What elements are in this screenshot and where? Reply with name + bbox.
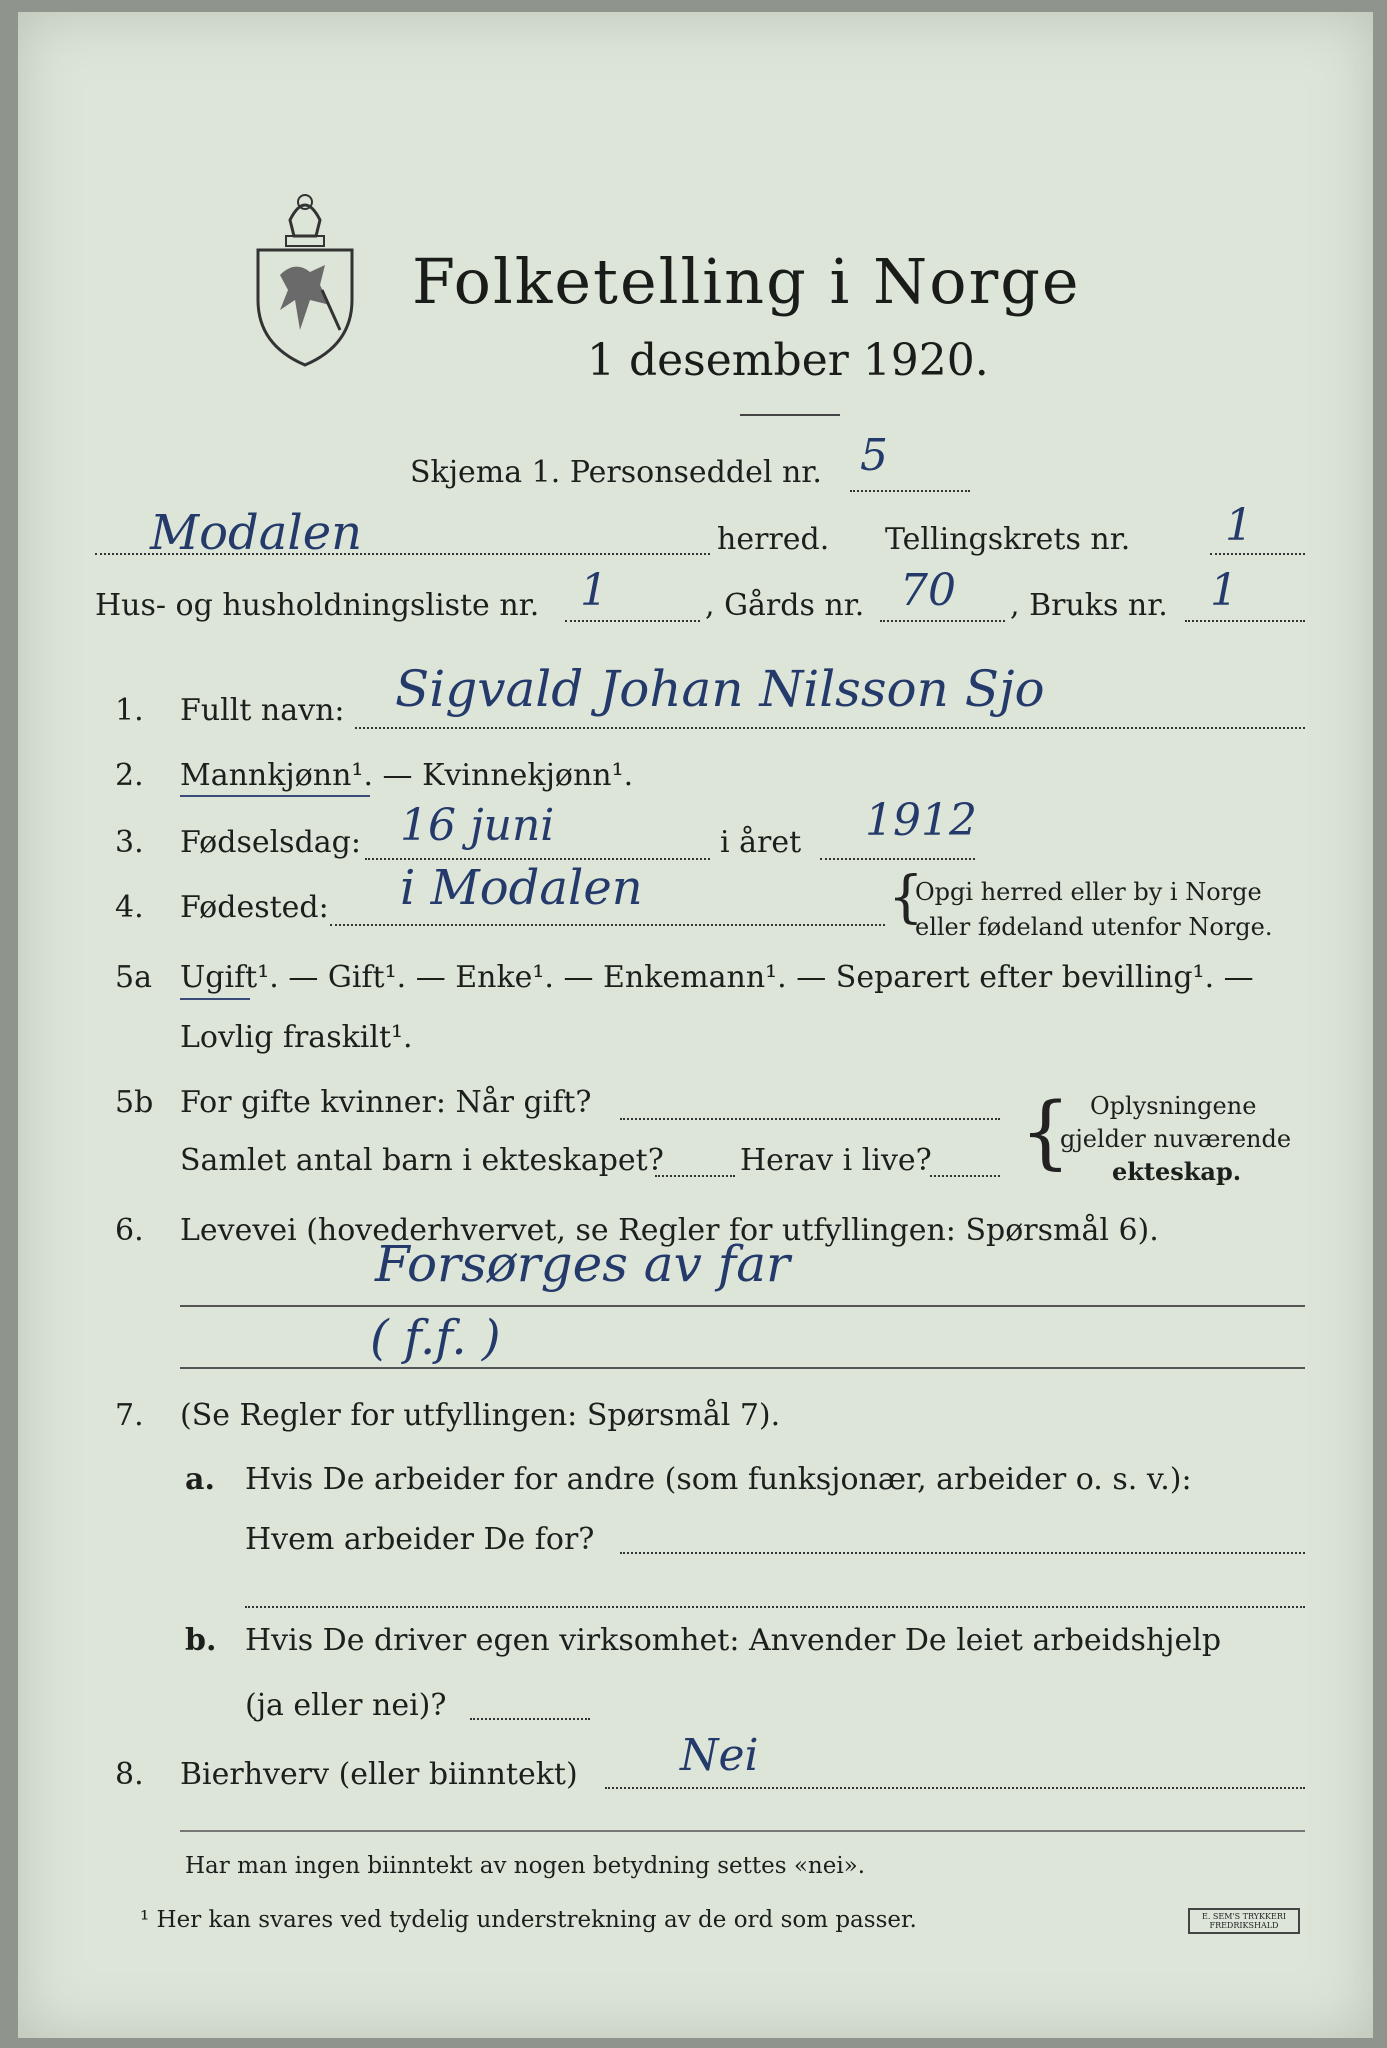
household-list-label: Hus- og husholdningsliste nr.: [95, 588, 540, 623]
q5b-children-line: [655, 1175, 735, 1177]
q5a-underline-mark: [180, 998, 250, 1000]
q3-year-value: 1912: [865, 795, 977, 846]
q1-full-name-label: Fullt navn:: [180, 693, 345, 728]
q7-label: (Se Regler for utfyllingen: Spørsmål 7).: [180, 1398, 781, 1433]
q4-line: [330, 924, 885, 926]
q1-number: 1.: [115, 693, 144, 728]
q5b-married-when-line: [620, 1118, 1000, 1120]
footnote: ¹ Her kan svares ved tydelig understrekning av de ord som passer.: [140, 1907, 917, 1933]
form-title: Folketelling i Norge: [412, 245, 1081, 318]
norwegian-lion-coat-of-arms-icon: [250, 180, 360, 370]
person-slip-number-line: [850, 490, 970, 492]
q5b-alive-label: Herav i live?: [740, 1143, 932, 1178]
q3-year-line: [820, 858, 975, 860]
printer-stamp-text: E. SEM'S TRYKKERI FREDRIKSHALD: [1201, 1912, 1287, 1930]
q1-line: [355, 727, 1305, 729]
q6-occupation-value-2: ( f.f. ): [370, 1310, 501, 1366]
household-list-value: 1: [580, 565, 608, 616]
district-value: 1: [1225, 500, 1253, 551]
q4-note-line-2: eller fødeland utenfor Norge.: [915, 913, 1273, 941]
q5b-alive-line: [930, 1175, 1000, 1177]
farm-number-line: [880, 620, 1005, 622]
household-list-line: [565, 620, 700, 622]
q1-full-name-value: Sigvald Johan Nilsson Sjo: [395, 660, 1045, 718]
holding-number-value: 1: [1210, 565, 1238, 616]
q5b-married-when-label: For gifte kvinner: Når gift?: [180, 1085, 592, 1120]
holding-number-label: , Bruks nr.: [1010, 588, 1168, 623]
q5a-marital-options: Ugift¹. — Gift¹. — Enke¹. — Enkemann¹. — Separert efter bevilling¹. —: [180, 960, 1254, 995]
q7b-answer-label: (ja eller nei)?: [245, 1688, 447, 1723]
q8-side-income-value: Nei: [680, 1730, 759, 1781]
q5b-note-line-2: gjelder nuværende: [1060, 1125, 1292, 1153]
q2-underline-mark: [180, 795, 370, 797]
q7a-label: Hvis De arbeider for andre (som funksjonær, arbeider o. s. v.):: [245, 1462, 1192, 1497]
q2-number: 2.: [115, 758, 144, 793]
q7a-letter: a.: [185, 1462, 215, 1497]
q5b-children-label: Samlet antal barn i ekteskapet?: [180, 1143, 664, 1178]
printer-stamp: [1188, 1908, 1300, 1934]
q8-side-income-label: Bierhverv (eller biinntekt): [180, 1757, 578, 1792]
q7a-employer-line-2: [245, 1606, 1305, 1608]
district-label: Tellingskrets nr.: [885, 522, 1131, 557]
municipality-line: [95, 553, 710, 555]
q7a-employer-line: [620, 1552, 1305, 1554]
q2-sex-options: Mannkjønn¹. — Kvinnekjønn¹.: [180, 758, 634, 793]
q3-birthday-label: Fødselsdag:: [180, 825, 361, 860]
q3-number: 3.: [115, 825, 144, 860]
q5b-number: 5b: [115, 1085, 154, 1120]
holding-number-line: [1185, 620, 1305, 622]
q3-year-label: i året: [720, 825, 802, 860]
q8-number: 8.: [115, 1757, 144, 1792]
q7b-answer-line: [470, 1718, 590, 1720]
q6-occupation-value: Forsørges av far: [375, 1235, 790, 1293]
q4-birthplace-value: i Modalen: [400, 860, 643, 916]
q4-birthplace-label: Fødested:: [180, 890, 329, 925]
q7-number: 7.: [115, 1398, 144, 1433]
q6-line-1: [180, 1305, 1305, 1307]
q7b-letter: b.: [185, 1623, 217, 1658]
municipality-label: herred.: [717, 522, 830, 557]
farm-number-label: , Gårds nr.: [705, 588, 865, 623]
q5a-divorced-option: Lovlig fraskilt¹.: [180, 1020, 413, 1055]
q3-birthday-value: 16 juni: [400, 800, 555, 851]
q4-note-line-1: Opgi herred eller by i Norge: [915, 878, 1262, 906]
farm-number-value: 70: [900, 565, 956, 616]
district-line: [1210, 553, 1305, 555]
title-divider: [740, 414, 840, 416]
q4-brace: {: [888, 865, 924, 930]
q6-number: 6.: [115, 1213, 144, 1248]
q5b-note-line-1: Oplysningene: [1090, 1092, 1257, 1120]
q7b-label: Hvis De driver egen virksomhet: Anvender De leiet arbeidshjelp: [245, 1623, 1222, 1658]
q6-occupation-label: Levevei (hovederhvervet, se Regler for utfyllingen: Spørsmål 6).: [180, 1213, 1159, 1248]
schema-label: Skjema 1. Personseddel nr.: [410, 455, 822, 490]
q4-number: 4.: [115, 890, 144, 925]
person-slip-number: 5: [860, 430, 888, 481]
q8-line: [605, 1787, 1305, 1789]
q6-line-2: [180, 1367, 1305, 1369]
municipality-value: Modalen: [150, 505, 363, 561]
bottom-divider: [180, 1830, 1305, 1832]
side-income-note: Har man ingen biinntekt av nogen betydning settes «nei».: [185, 1853, 866, 1879]
q5b-note-line-3: ekteskap.: [1112, 1157, 1242, 1186]
census-date: 1 desember 1920.: [587, 335, 989, 386]
q5b-brace: {: [1020, 1085, 1071, 1178]
q5a-number: 5a: [115, 960, 152, 995]
q7a-employer-label: Hvem arbeider De for?: [245, 1522, 595, 1557]
